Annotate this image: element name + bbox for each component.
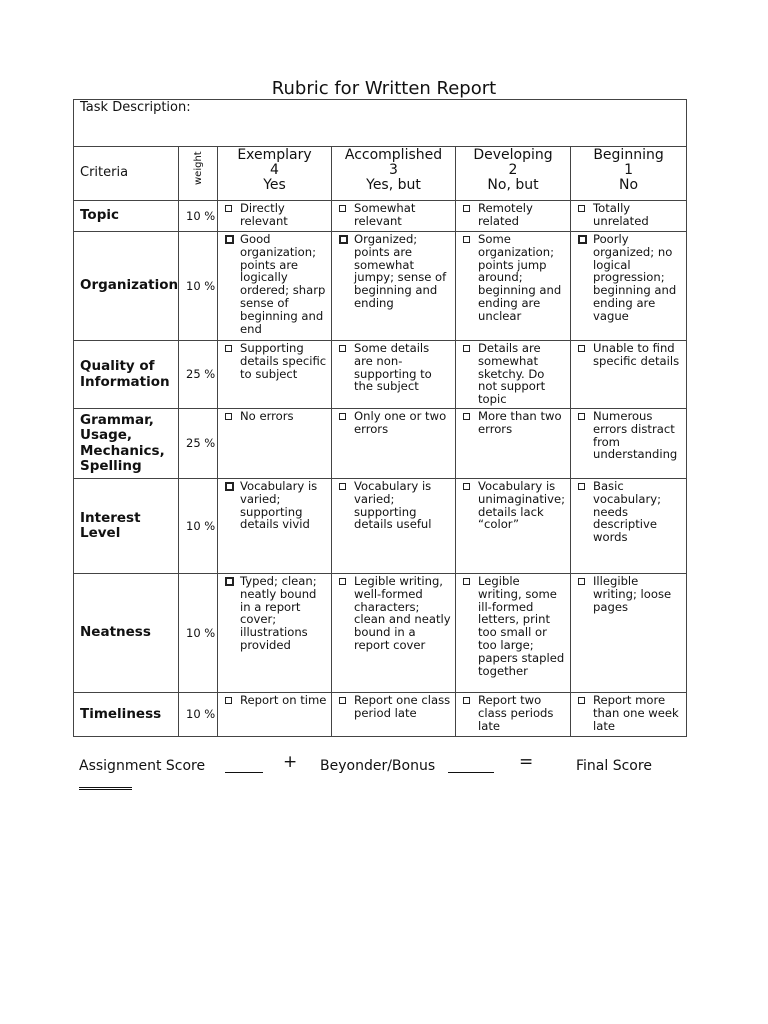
task-description-cell [74, 100, 687, 147]
checkbox-icon[interactable] [463, 413, 470, 420]
weight-header [179, 147, 218, 201]
table-row [74, 341, 687, 409]
criterion-label: Grammar, Usage, Mechanics, Spelling [74, 409, 179, 479]
level-score: 4 [270, 162, 279, 178]
checkbox-icon[interactable] [225, 345, 232, 352]
weight-header-label: weight [193, 151, 204, 185]
descriptor-cell: Legible writing, some ill-formed letters, print too small or too large; papers stapled together [456, 574, 571, 693]
descriptor-cell: Vocabulary is varied; supporting details vivid [218, 479, 332, 574]
checkbox-icon[interactable] [578, 345, 585, 352]
checkbox-icon[interactable] [225, 413, 232, 420]
table-row [74, 409, 687, 479]
weight-value: 10 % [179, 232, 218, 341]
level-note: No, but [487, 177, 539, 193]
checkbox-icon[interactable] [463, 236, 470, 243]
descriptor-cell: Good organization; points are logically ordered; sharp sense of beginning and end [218, 232, 332, 341]
level-name: Accomplished [344, 147, 443, 163]
descriptor-cell: More than two errors [456, 409, 571, 479]
level-score: 2 [508, 162, 518, 178]
checkbox-icon[interactable] [225, 482, 234, 491]
descriptor-cell: Report more than one week late [571, 693, 687, 737]
criterion-label: Topic [74, 201, 179, 232]
checkbox-icon[interactable] [339, 413, 346, 420]
descriptor-cell: Only one or two errors [332, 409, 456, 479]
level-header-accomplished [332, 147, 456, 201]
checkbox-icon[interactable] [463, 205, 470, 212]
assignment-score-label: Assignment Score [79, 758, 206, 774]
bonus-label: Beyonder/Bonus [320, 758, 436, 774]
criteria-header: Criteria [74, 147, 179, 201]
bonus-blank[interactable] [448, 758, 494, 773]
descriptor-cell: No errors [218, 409, 332, 479]
descriptor-cell: Vocabulary is unimaginative; details lack “color” [456, 479, 571, 574]
table-row [74, 693, 687, 737]
checkbox-icon[interactable] [578, 697, 585, 704]
descriptor-cell: Remotely related [456, 201, 571, 232]
descriptor-cell: Somewhat relevant [332, 201, 456, 232]
weight-value: 10 % [179, 479, 218, 574]
descriptor-cell: Some details are non-supporting to the subject [332, 341, 456, 409]
descriptor-cell: Details are somewhat sketchy. Do not support topic [456, 341, 571, 409]
level-name: Developing [473, 147, 553, 163]
descriptor-cell: Vocabulary is varied; supporting details useful [332, 479, 456, 574]
checkbox-icon[interactable] [578, 578, 585, 585]
level-note: Yes [263, 177, 286, 193]
checkbox-icon[interactable] [339, 483, 346, 490]
checkbox-icon[interactable] [339, 235, 348, 244]
checkbox-icon[interactable] [225, 577, 234, 586]
checkbox-icon[interactable] [225, 697, 232, 704]
weight-value: 10 % [179, 574, 218, 693]
checkbox-icon[interactable] [578, 205, 585, 212]
checkbox-icon[interactable] [578, 413, 585, 420]
descriptor-cell: Typed; clean; neatly bound in a report cover; illustrations provided [218, 574, 332, 693]
criterion-label: Quality of Information [74, 341, 179, 409]
descriptor-cell: Report on time [218, 693, 332, 737]
checkbox-icon[interactable] [578, 235, 587, 244]
rubric-table [73, 99, 687, 737]
checkbox-icon[interactable] [339, 205, 346, 212]
descriptor-cell: Basic vocabulary; needs descriptive words [571, 479, 687, 574]
descriptor-cell: Legible writing, well-formed characters; clean and neatly bound in a report cover [332, 574, 456, 693]
descriptor-cell: Directly relevant [218, 201, 332, 232]
checkbox-icon[interactable] [578, 483, 585, 490]
descriptor-cell: Report one class period late [332, 693, 456, 737]
checkbox-icon[interactable] [463, 483, 470, 490]
plus-sign: + [283, 752, 298, 772]
descriptor-cell: Numerous errors distract from understanding [571, 409, 687, 479]
page-title: Rubric for Written Report [271, 78, 497, 99]
equals-sign: = [519, 752, 534, 772]
criterion-label: Organization [74, 232, 179, 341]
level-score: 3 [389, 162, 398, 178]
level-header-exemplary [218, 147, 332, 201]
checkbox-icon[interactable] [463, 697, 470, 704]
level-score: 1 [624, 162, 633, 178]
weight-value: 25 % [179, 341, 218, 409]
table-row [74, 232, 687, 341]
final-score-blank[interactable] [79, 787, 132, 790]
level-header-developing [456, 147, 571, 201]
descriptor-cell: Report two class periods late [456, 693, 571, 737]
checkbox-icon[interactable] [463, 345, 470, 352]
table-row [74, 574, 687, 693]
weight-value: 10 % [179, 693, 218, 737]
checkbox-icon[interactable] [339, 345, 346, 352]
criterion-label: Neatness [74, 574, 179, 693]
checkbox-icon[interactable] [225, 235, 234, 244]
checkbox-icon[interactable] [225, 205, 232, 212]
level-header-beginning [571, 147, 687, 201]
descriptor-cell: Organized; points are somewhat jumpy; sense of beginning and ending [332, 232, 456, 341]
assignment-score-blank[interactable] [225, 758, 263, 773]
descriptor-cell: Supporting details specific to subject [218, 341, 332, 409]
criterion-label: Timeliness [74, 693, 179, 737]
checkbox-icon[interactable] [463, 578, 470, 585]
checkbox-icon[interactable] [339, 578, 346, 585]
table-row [74, 201, 687, 232]
weight-value: 10 % [179, 201, 218, 232]
level-name: Exemplary [237, 147, 312, 163]
level-note: Yes, but [366, 177, 421, 193]
task-description-label: Task Description: [80, 100, 191, 115]
weight-value: 25 % [179, 409, 218, 479]
descriptor-cell: Poorly organized; no logical progression; beginning and ending are vague [571, 232, 687, 341]
checkbox-icon[interactable] [339, 697, 346, 704]
descriptor-cell: Illegible writing; loose pages [571, 574, 687, 693]
descriptor-cell: Some organization; points jump around; beginning and ending are unclear [456, 232, 571, 341]
level-note: No [619, 177, 639, 193]
table-row [74, 479, 687, 574]
final-score-label: Final Score [576, 758, 652, 774]
level-name: Beginning [593, 147, 664, 163]
criterion-label: Interest Level [74, 479, 179, 574]
descriptor-cell: Totally unrelated [571, 201, 687, 232]
descriptor-cell: Unable to find specific details [571, 341, 687, 409]
